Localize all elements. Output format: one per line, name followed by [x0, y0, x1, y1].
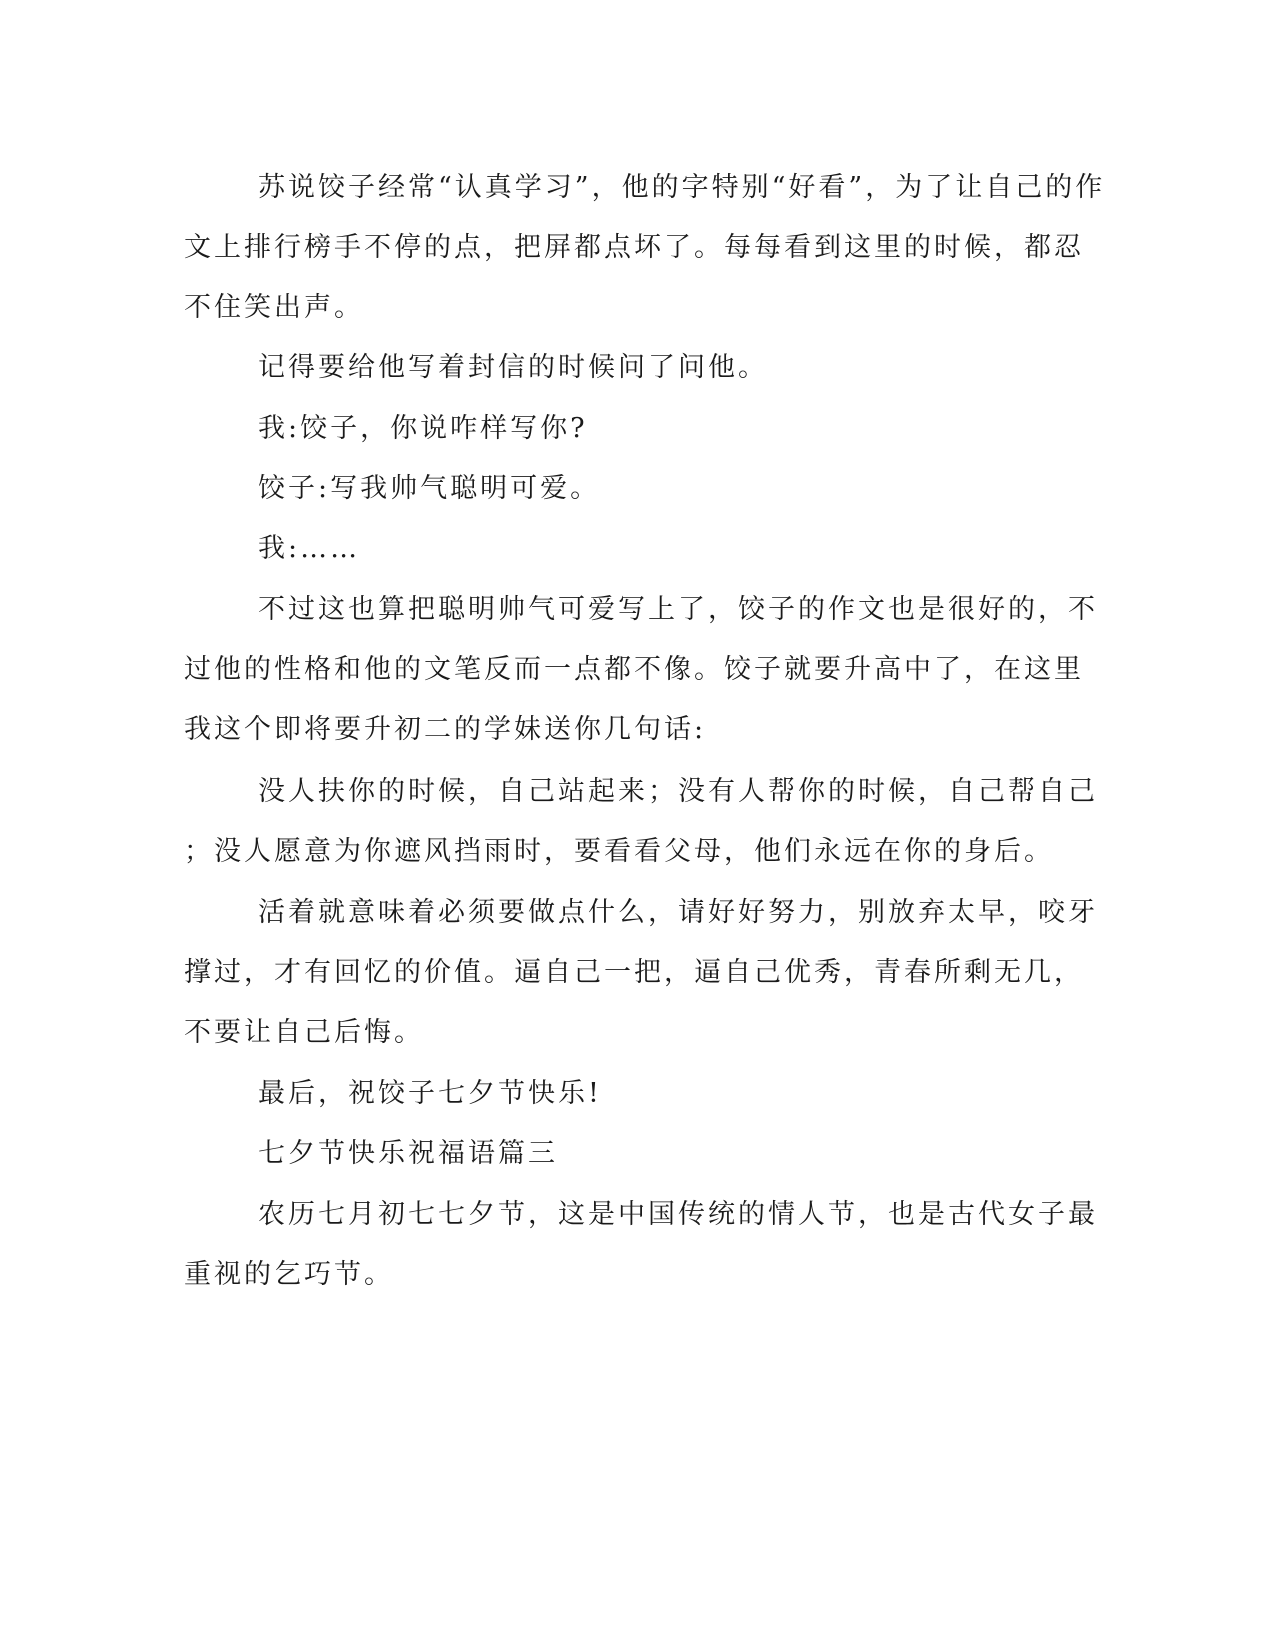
paragraph-3-line-1: 不过这也算把聪明帅气可爱写上了，饺子的作文也是很好的，不: [258, 594, 1098, 625]
paragraph-4-line-2: ；没人愿意为你遮风挡雨时，要看看父母，他们永远在你的身后。: [184, 836, 1054, 867]
paragraph-5-line-3: 不要让自己后悔。: [184, 1017, 424, 1048]
paragraph-1-line-3: 不住笑出声。: [184, 292, 364, 323]
paragraph-5-line-1: 活着就意味着必须要做点什么，请好好努力，别放弃太早，咬牙: [258, 897, 1098, 928]
paragraph-7-line-2: 重视的乞巧节。: [184, 1259, 394, 1290]
paragraph-1-line-2: 文上排行榜手不停的点，把屏都点坏了。每每看到这里的时候，都忍: [184, 232, 1084, 263]
paragraph-4-line-1: 没人扶你的时候，自己站起来；没有人帮你的时候，自己帮自己: [258, 776, 1098, 807]
paragraph-2: 记得要给他写着封信的时候问了问他。: [258, 352, 768, 383]
dialogue-line-1: 我:饺子，你说咋样写你?: [258, 413, 588, 444]
section-heading: 七夕节快乐祝福语篇三: [258, 1138, 558, 1169]
paragraph-5-line-2: 撑过，才有回忆的价值。逼自己一把，逼自己优秀，青春所剩无几，: [184, 957, 1084, 988]
paragraph-3-line-2: 过他的性格和他的文笔反而一点都不像。饺子就要升高中了，在这里: [184, 654, 1084, 685]
dialogue-line-3: 我:……: [258, 533, 361, 564]
paragraph-6: 最后，祝饺子七夕节快乐!: [258, 1078, 602, 1109]
paragraph-7-line-1: 农历七月初七七夕节，这是中国传统的情人节，也是古代女子最: [258, 1199, 1098, 1230]
dialogue-line-2: 饺子:写我帅气聪明可爱。: [258, 473, 601, 504]
paragraph-1-line-1: 苏说饺子经常“认真学习”，他的字特别“好看”，为了让自己的作: [258, 172, 1106, 203]
paragraph-3-line-3: 我这个即将要升初二的学妹送你几句话:: [184, 714, 707, 745]
